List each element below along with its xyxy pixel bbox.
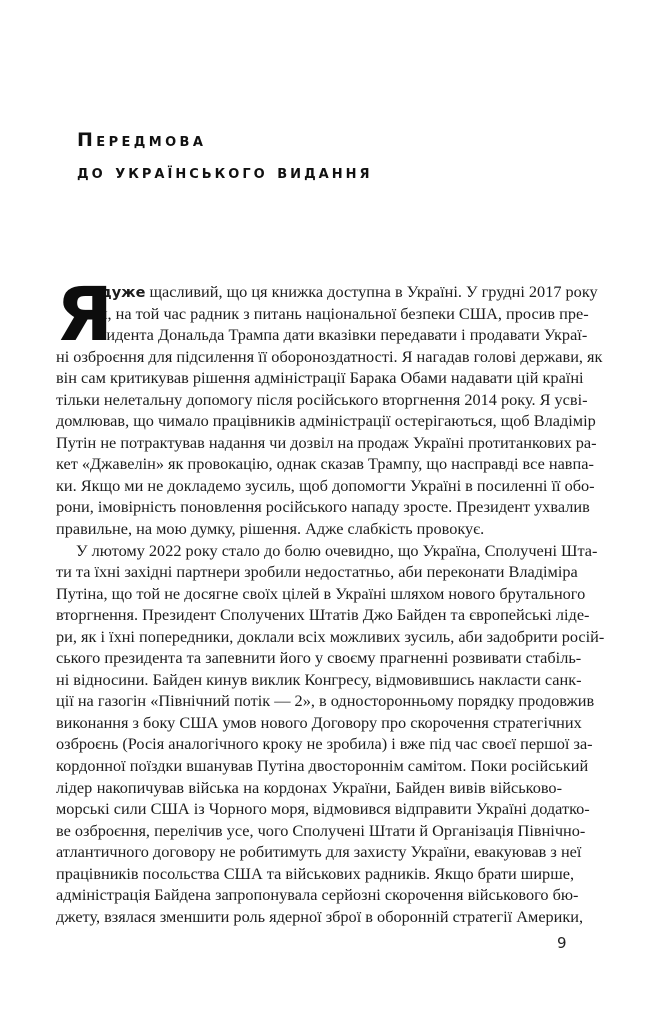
text-line: ції на газогін «Північний потік — 2», в односторонньому порядку продовжив [56,691,595,711]
body-text [56,272,605,927]
text-line: У лютому 2022 року стало до болю очевидно, що Україна, Сполучені Шта- [76,540,598,560]
text-line: рони, імовірність поновлення російського нападу зросте. Президент ухвалив [56,497,590,517]
line-text: щасливий, що ця книжка доступна в Україні. У грудні 2017 року [145,282,598,301]
text-line: кет «Джавелін» як провокацію, однак сказав Трампу, що насправді все навпа- [56,454,594,474]
paragraph-1 [56,272,603,540]
lead-word: дуже [100,285,146,301]
page-number: 9 [557,934,567,952]
text-line: він сам критикував рішення адміністрації Барака Обами надавати цій країні [56,368,584,388]
heading-line-1: Передмова [77,129,207,151]
chapter-heading [77,124,372,188]
text-line: тільки нелетальну допомогу після російського вторгнення 2014 року. Я усві- [56,389,588,409]
drop-cap: Я [56,272,113,358]
text-line: ве озброєння, перелічив усе, чого Сполучені Штати й Організація Північно- [56,820,586,840]
text-line: адміністрація Байдена запропонувала серйозні скорочення військового бю- [56,885,579,905]
text-line: Путін не потрактував надання чи дозвіл на продаж Україні протитанкових ра- [56,432,597,452]
text-line: домлював, що чимало працівників адміністрації остерігаються, щоб Владімір [56,411,596,431]
paragraph-2 [56,540,605,928]
text-line: морські сили США із Чорного моря, відмовився відправити Україні додатко- [56,799,590,819]
text-line: ні озброєння для підсилення її обороноздатності. Я нагадав голові держави, як [56,346,603,366]
text-line: Путіна, що той не досягне своїх цілей в Україні шляхом нового брутального [56,583,586,603]
text-line: зидента Дональда Трампа дати вказівки передавати і продавати Украї- [100,325,588,345]
text-line: джету, взялася зменшити роль ядерної зброї в оборонній стратегії Америки, [56,906,584,926]
text-line: ри, як і їхні попередники, доклали всіх можливих зусиль, аби задобрити росій- [56,626,605,646]
text-line: ки. Якщо ми не докладемо зусиль, щоб допомогти Україні в посиленні її обо- [56,475,595,495]
text-line: правильне, на мою думку, рішення. Адже слабкість провокує. [56,519,485,539]
text-line: кордонної поїздки вшанував Путіна двостороннім самітом. Поки російський [56,756,589,776]
text-line [56,281,598,303]
text-line: виконання з боку США умов нового Договору про скорочення стратегічних [56,712,582,732]
text-line: ти та їхні західні партнери зробили недостатньо, аби переконати Владіміра [56,562,578,582]
text-line: ні відносини. Байден кинув виклик Конгресу, відмовившись накласти санк- [56,669,582,689]
text-line: озброєнь (Росія аналогічного кроку не зробила) і вже під час своєї першої за- [56,734,593,754]
text-line: працівників посольства США та військових радників. Якщо брати ширше, [56,863,575,883]
text-line: атлантичного договору не робитимуть для захисту України, евакуював з неї [56,842,582,862]
heading-line-2: до українського видання [77,161,373,183]
text-line: вторгнення. Президент Сполучених Штатів Джо Байден та європейські ліде- [56,605,590,625]
text-line: я, на той час радник з питань національної безпеки США, просив пре- [100,303,589,323]
text-line: лідер накопичував війська на кордонах України, Байден вивів військово- [56,777,562,797]
text-line: ського президента та запевнити його у своєму прагненні розвивати стабіль- [56,648,582,668]
